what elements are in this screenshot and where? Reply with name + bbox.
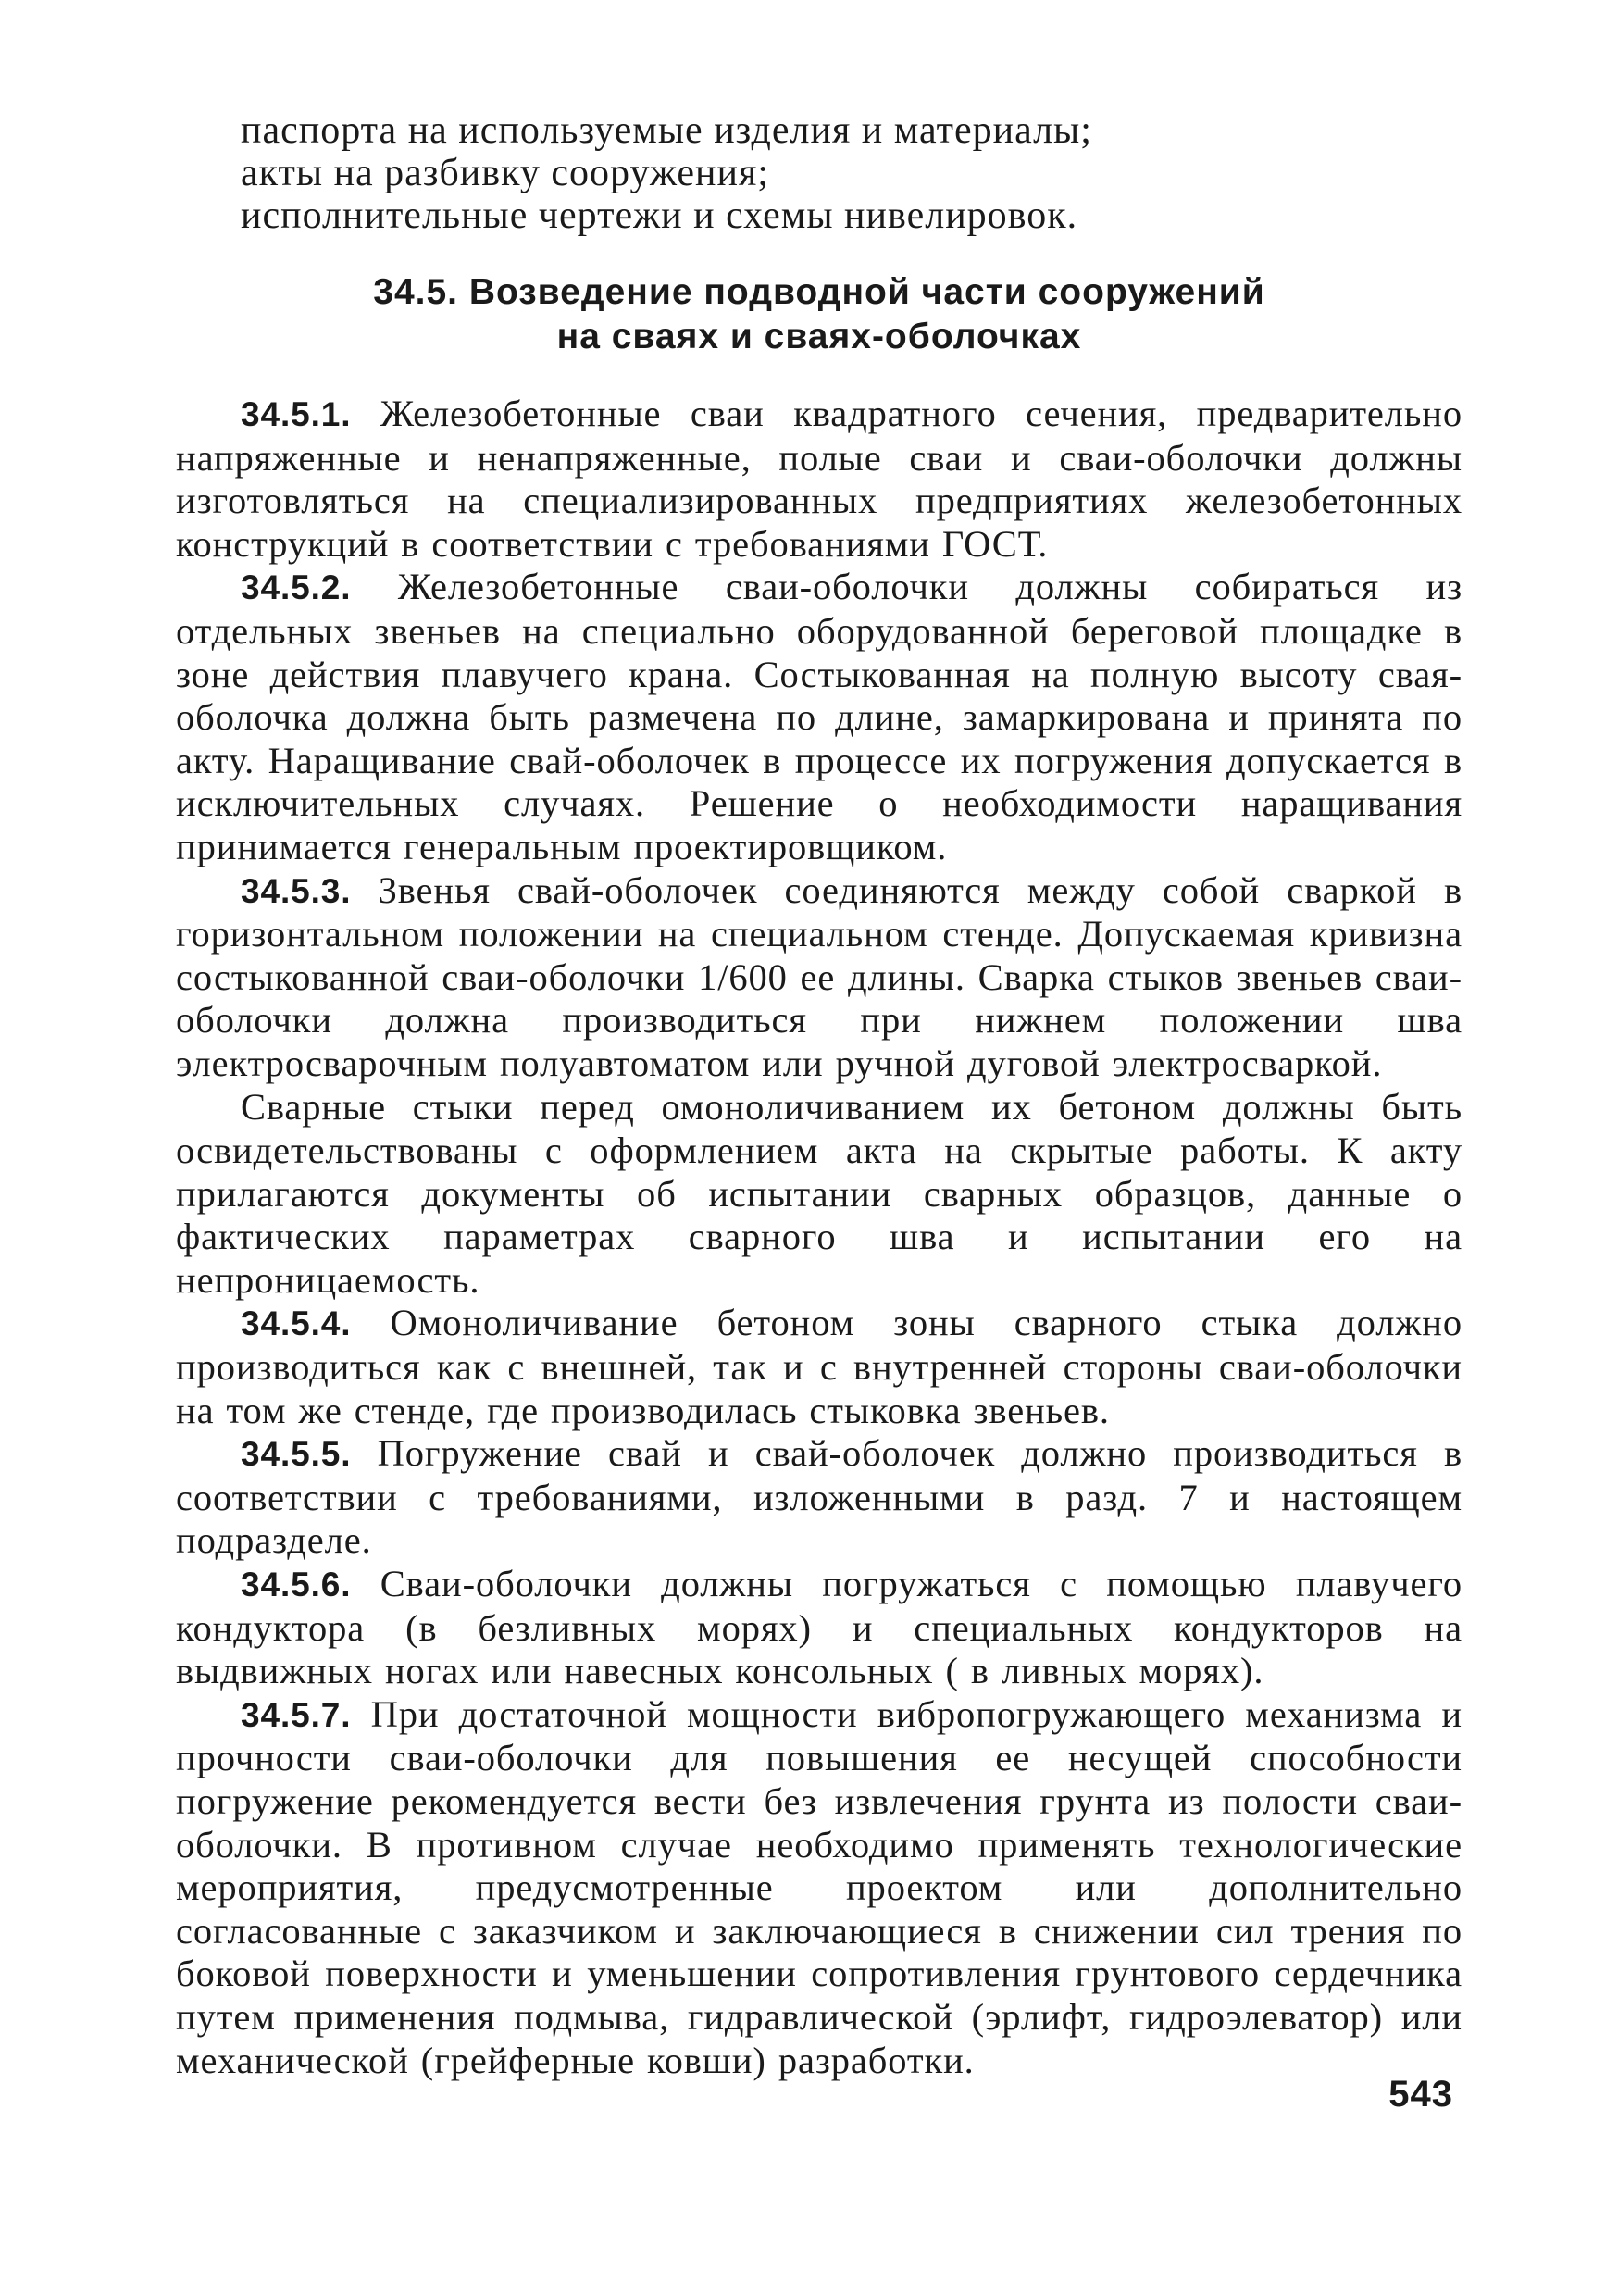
paragraph-34-5-2	[176, 566, 1462, 868]
paragraph-34-5-6	[176, 1563, 1462, 1693]
paragraph-text: Погружение свай и свай-оболочек должно производиться в соответствии с требованиями, изложенными в разд. 7 и настоящем подразделе.	[176, 1432, 1462, 1562]
paragraph-34-5-1	[176, 393, 1462, 566]
section-title-line-1: 34.5. Возведение подводной части сооружений	[373, 272, 1265, 312]
clause-number: 34.5.5.	[241, 1435, 352, 1474]
paragraph-34-5-4	[176, 1302, 1462, 1432]
body-text	[176, 393, 1462, 2082]
paragraph-text: Сваи-оболочки должны погружаться с помощью плавучего кондуктора (в безливных морях) и специальных кондукторов на выдвижных ногах или навесных консольных ( в ливных морях).	[176, 1563, 1462, 1692]
section-heading	[176, 270, 1462, 359]
paragraph-text: Железобетонные сваи квадратного сечения, предварительно напряженные и ненапряженные, полые сваи и сваи-оболочки должны изготовляться на специализированных предприятиях железобетонных конструкций в соответствии с требованиями ГОСТ.	[176, 393, 1462, 565]
list-item: исполнительные чертежи и схемы нивелировок.	[241, 194, 1078, 237]
clause-number: 34.5.4.	[241, 1304, 352, 1343]
paragraph-text: Железобетонные сваи-оболочки должны собираться из отдельных звеньев на специально оборудованной береговой площадке в зоне действия плавучего крана. Состыкованная на полную высоту свая-оболочка должна быть размечена по длине, замаркирована и принята по акту. Наращивание свай-оболочек в процессе их погружения допускается в исключительных случаях. Решение о необходимости наращивания принимается генеральным проектировщиком.	[176, 566, 1462, 867]
clause-number: 34.5.1.	[241, 395, 352, 433]
paragraph-34-5-5	[176, 1432, 1462, 1563]
paragraph-text: Сварные стыки перед омоноличиванием их бетоном должны быть освидетельствованы с оформлением акта на скрытые работы. К акту прилагаются документы об испытании сварных образцов, данные о фактических параметрах сварного шва и испытании его на непроницаемость.	[176, 1085, 1462, 1301]
top-list	[176, 109, 1462, 237]
paragraph-welded-joints	[176, 1086, 1462, 1303]
paragraph-34-5-3	[176, 869, 1462, 1086]
page-number: 543	[1388, 2074, 1453, 2115]
clause-number: 34.5.3.	[241, 871, 352, 910]
list-item: паспорта на используемые изделия и материалы;	[241, 109, 1092, 152]
clause-number: 34.5.7.	[241, 1695, 352, 1734]
paragraph-text: При достаточной мощности вибропогружающего механизма и прочности сваи-оболочки для повышения ее несущей способности погружение рекомендуется вести без извлечения грунта из полости сваи-оболочки. В противном случае необходимо применять технологические мероприятия, предусмотренные проектом или дополнительно согласованные с заказчиком и заключающиеся в снижении сил трения по боковой поверхности и уменьшении сопротивления грунтового сердечника путем применения подмыва, гидравлической (эрлифт, гидроэлеватор) или механической (грейферные ковши) разработки.	[176, 1692, 1462, 2081]
section-title-line-2: на сваях и сваях-оболочках	[556, 317, 1082, 356]
clause-number: 34.5.6.	[241, 1566, 352, 1604]
clause-number: 34.5.2.	[241, 568, 352, 607]
paragraph-text: Звенья свай-оболочек соединяются между собой сваркой в горизонтальном положении на специальном стенде. Допускаемая кривизна состыкованной сваи-оболочки 1/600 ее длины. Сварка стыков звеньев сваи-оболочки должна производиться при нижнем положении шва электросварочным полуавтоматом или ручной дуговой электросваркой.	[176, 868, 1462, 1084]
list-item: акты на разбивку сооружения;	[241, 152, 769, 194]
paragraph-text: Омоноличивание бетоном зоны сварного стыка должно производиться как с внешней, так и с внутренней стороны сваи-оболочки на том же стенде, где производилась стыковка звеньев.	[176, 1302, 1462, 1431]
paragraph-34-5-7	[176, 1693, 1462, 2082]
